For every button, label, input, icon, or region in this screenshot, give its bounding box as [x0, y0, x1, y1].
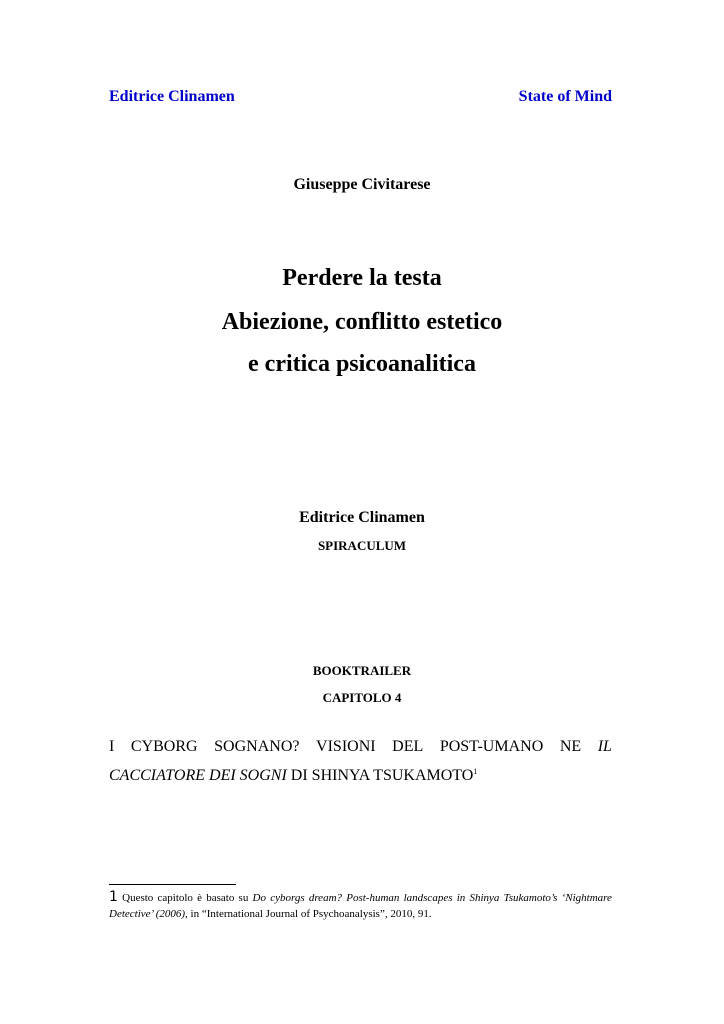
heading-rest: DI SHINYA TSUKAMOTO — [286, 767, 474, 784]
footnote-word: Questo — [122, 892, 154, 904]
heading-word: DEL — [392, 738, 424, 755]
footnote-line-1 — [109, 889, 612, 907]
author-name: Giuseppe Civitarese — [293, 176, 431, 193]
footnote-italic-word: Do — [252, 892, 266, 904]
title-line-3: e critica psicoanalitica — [248, 351, 476, 377]
header-right: State of Mind — [518, 88, 612, 105]
footnote-word: capitolo — [157, 892, 193, 904]
footnote-line-2 — [109, 906, 612, 923]
footnote-italic-word: Tsukamoto’s — [503, 892, 558, 904]
header-left: Editrice Clinamen — [109, 88, 235, 105]
footnote-number: 1 — [109, 889, 118, 905]
heading-word: NE — [559, 738, 582, 755]
chapter-heading-line-1 — [109, 738, 612, 756]
chapter-heading-line-2 — [109, 767, 612, 785]
title-line-1: Perdere la testa — [282, 265, 442, 291]
footnote-rest: , in “International Journal of Psychoanalysis”, 2010, 91. — [185, 908, 432, 920]
heading-italic-title: CACCIATORE DEI SOGNI — [109, 767, 287, 784]
footnote-reference[interactable]: 1 — [473, 767, 478, 776]
heading-word: SOGNANO? — [214, 738, 300, 755]
heading-word: VISIONI — [316, 738, 376, 755]
series-name: SPIRACULUM — [317, 538, 407, 553]
heading-italic-word: IL — [597, 738, 612, 755]
footnote-italic-word: dream? — [308, 892, 343, 904]
footnote-italic-word: cyborgs — [270, 892, 305, 904]
footnote-italic-title: Detective’ (2006) — [109, 908, 186, 920]
footnote-italic-word: Shinya — [469, 892, 500, 904]
heading-word: POST-UMANO — [439, 738, 544, 755]
footnote-word: è — [197, 892, 203, 904]
footnote-italic-word: Post-human — [346, 892, 400, 904]
heading-word: CYBORG — [130, 738, 198, 755]
footnote-word: basato — [206, 892, 235, 904]
footnote-italic-word: ‘Nightmare — [561, 892, 612, 904]
footnote-separator — [109, 884, 236, 885]
chapter-label: CAPITOLO 4 — [322, 690, 402, 705]
heading-word: I — [109, 738, 115, 755]
booktrailer-label: BOOKTRAILER — [312, 663, 412, 678]
footnote-italic-word: in — [456, 892, 466, 904]
footnote-word: su — [238, 892, 249, 904]
footnote-italic-word: landscapes — [403, 892, 453, 904]
title-line-2: Abiezione, conflitto estetico — [221, 309, 503, 335]
publisher-name: Editrice Clinamen — [299, 509, 425, 526]
